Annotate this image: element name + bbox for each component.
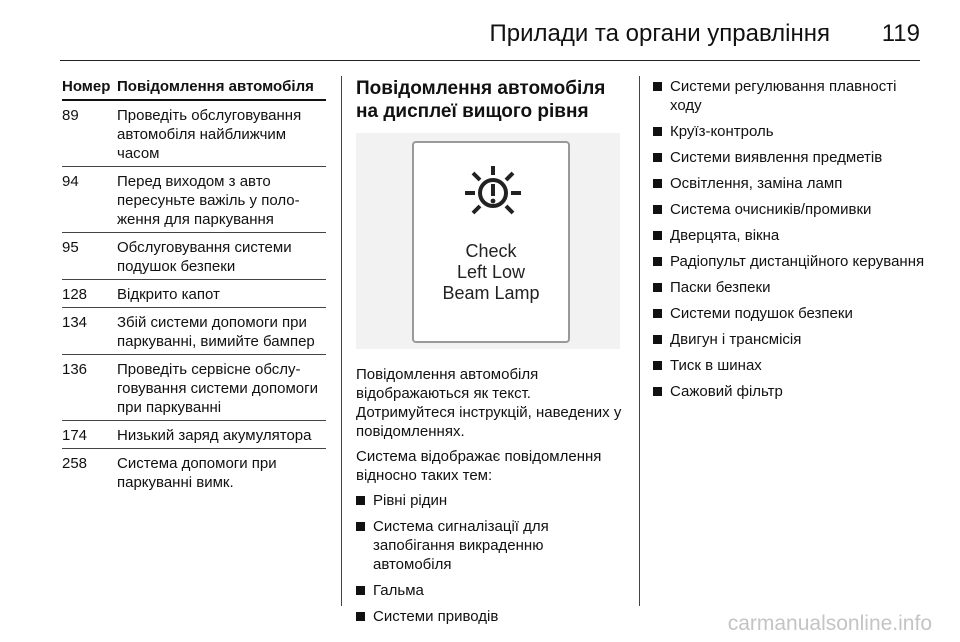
row-message: Збій системи допомоги при паркуванні, вимийте бампер: [117, 314, 315, 350]
header-message: Повідомлення автомобіля: [117, 78, 314, 95]
bullet-icon: [653, 387, 662, 396]
row-message: Проведіть обслуговування автомобіля найближчим часом: [117, 107, 302, 162]
table-row: [62, 167, 326, 233]
column-divider: [341, 76, 342, 606]
bullet-icon: [653, 361, 662, 370]
row-number: 94: [62, 173, 79, 190]
bullet-icon: [356, 586, 365, 595]
list-item: Двигун і трансмісія: [653, 330, 928, 349]
table-row: [62, 421, 326, 449]
row-number: 128: [62, 286, 88, 303]
row-message: Обслуговування системи подушок безпеки: [117, 239, 292, 275]
row-number: 134: [62, 314, 88, 331]
bullet-icon: [653, 335, 662, 344]
display-message: [414, 241, 568, 304]
table-row: [62, 355, 326, 421]
display-line: Beam Lamp: [442, 283, 540, 303]
table-row: [62, 280, 326, 308]
list-item: Дверцята, вікна: [653, 226, 928, 245]
row-message: Відкрито капот: [117, 286, 220, 303]
row-number: 89: [62, 107, 79, 124]
lamp-warning-icon: [458, 157, 528, 227]
display-illustration: [356, 133, 620, 349]
bullet-icon: [653, 205, 662, 214]
list-item: Системи регулювання плавності ходу: [653, 77, 928, 115]
message-table: [62, 77, 326, 495]
bullet-icon: [653, 127, 662, 136]
bullet-icon: [356, 612, 365, 621]
bullet-icon: [653, 82, 662, 91]
topics-intro: Система відображає повідомлення відносно таких тем:: [356, 448, 602, 484]
bullet-icon: [653, 231, 662, 240]
list-item: Система сигналізації для запобігання викраденню автомобіля: [356, 517, 626, 574]
bullet-icon: [356, 496, 365, 505]
list-item: Системи приводів: [356, 607, 626, 626]
table-row: [62, 308, 326, 355]
display-line: Check: [465, 241, 517, 261]
section-title: Повідомлення автомобіля на дисплеї вищого рівня: [356, 78, 606, 122]
list-item: Система очисників/промивки: [653, 200, 928, 219]
page-title: Прилади та органи управління: [489, 20, 830, 47]
list-item: Рівні рідин: [356, 491, 626, 510]
row-message: Система допомоги при паркуванні вимк.: [117, 455, 277, 491]
display-screen: [412, 141, 570, 343]
column-divider: [639, 76, 640, 606]
page-header: [60, 18, 920, 60]
table-header: [62, 77, 326, 101]
list-item: Паски безпеки: [653, 278, 928, 297]
topics-list: [356, 491, 626, 626]
header-number: Номер: [62, 78, 111, 95]
topics-list-continued: [653, 77, 928, 401]
list-item: Круїз-контроль: [653, 122, 928, 141]
bullet-icon: [653, 257, 662, 266]
intro-paragraph: Повідомлення автомобіля відображаються як текст. Дотримуйтеся інструкцій, наведених у повідомленнях.: [356, 366, 622, 440]
list-item: Системи подушок безпеки: [653, 304, 928, 323]
page-number: 119: [881, 20, 920, 47]
bullet-icon: [653, 283, 662, 292]
list-item: Радіопульт дистанційного керування: [653, 252, 928, 271]
bullet-icon: [653, 179, 662, 188]
watermark: carmanualsonline.info: [727, 612, 932, 635]
bullet-icon: [653, 309, 662, 318]
topics-column: [653, 77, 928, 408]
table-row: [62, 449, 326, 495]
row-number: 95: [62, 239, 79, 256]
list-item: Гальма: [356, 581, 626, 600]
row-message: Низький заряд акумулятора: [117, 427, 312, 444]
list-item: Освітлення, заміна ламп: [653, 174, 928, 193]
list-item: Сажовий фільтр: [653, 382, 928, 401]
row-number: 258: [62, 455, 88, 472]
table-row: [62, 233, 326, 280]
section-column: [356, 77, 626, 633]
row-message: Проведіть сервісне обслуговування системи допомоги при паркуванні: [117, 361, 318, 416]
bullet-icon: [653, 153, 662, 162]
list-item: Тиск в шинах: [653, 356, 928, 375]
list-item: Системи виявлення предметів: [653, 148, 928, 167]
bullet-icon: [356, 522, 365, 531]
row-message: Перед виходом з авто пересуньте важіль у положення для паркування: [117, 173, 300, 228]
table-row: [62, 101, 326, 167]
row-number: 174: [62, 427, 88, 444]
row-number: 136: [62, 361, 88, 378]
display-line: Left Low: [456, 262, 526, 282]
header-divider: [60, 60, 920, 61]
